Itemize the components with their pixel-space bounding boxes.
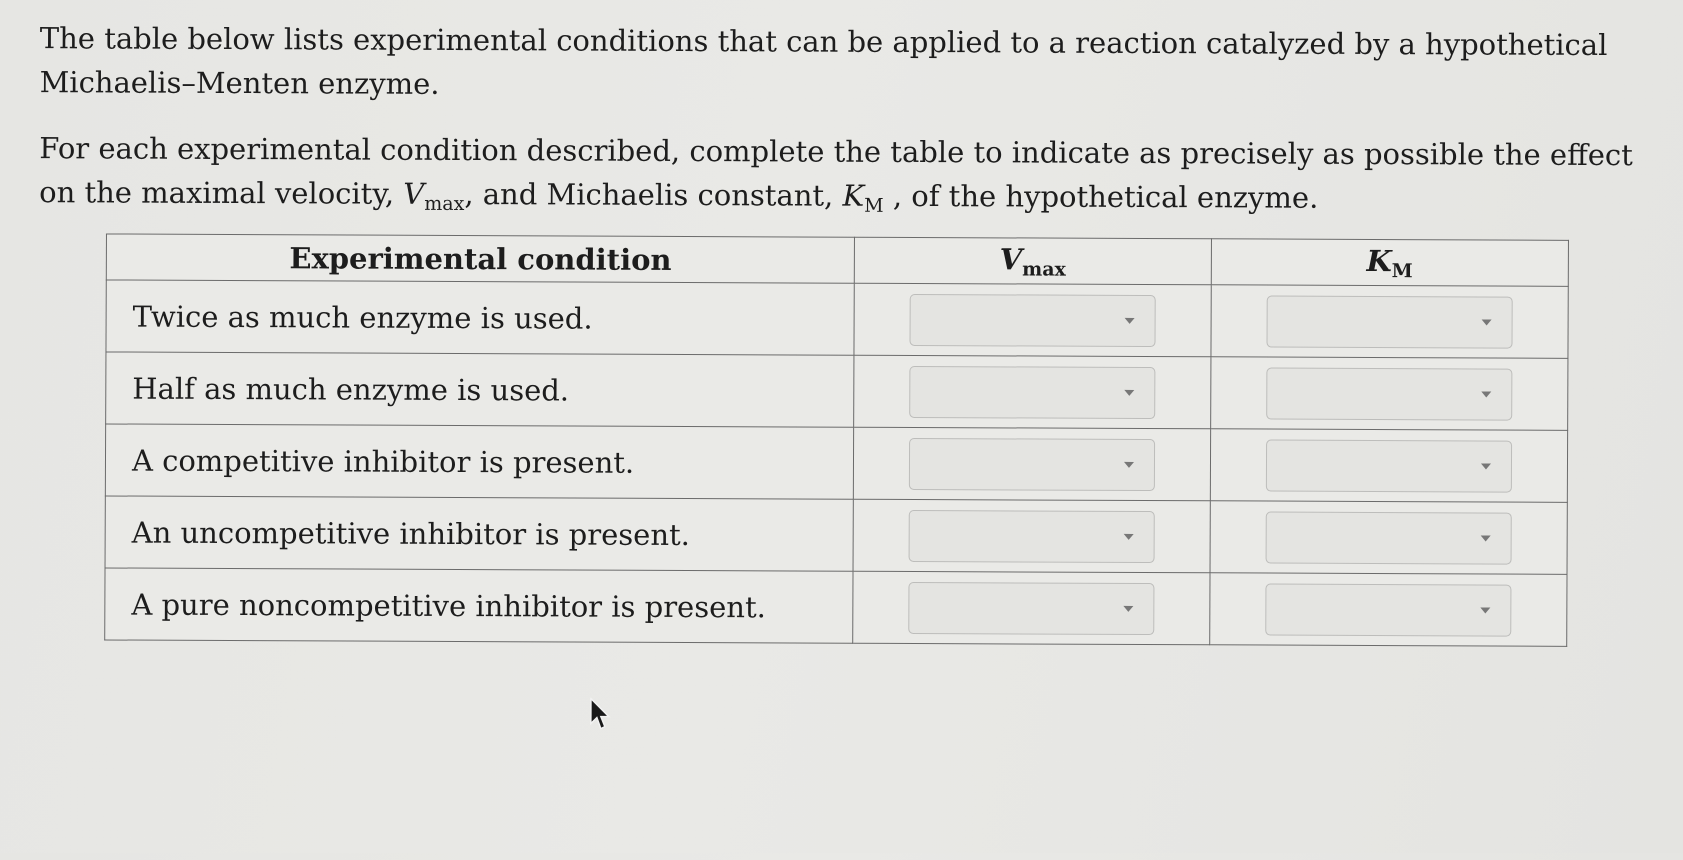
table-header-row <box>106 234 1568 286</box>
vmax-dropdown[interactable] <box>909 437 1155 490</box>
table-row <box>106 352 1568 430</box>
chevron-down-icon <box>1481 319 1491 325</box>
vmax-dropdown[interactable] <box>909 293 1155 346</box>
header-vmax <box>854 237 1211 285</box>
km-cell <box>1210 357 1568 431</box>
header-vmax-letter: V <box>999 241 1023 276</box>
vmax-cell <box>853 499 1210 573</box>
intro-text: The table below lists experimental conditions that can be applied to a reaction catalyzed by a hypothetical Michaelis–Menten enzyme. <box>39 21 1608 101</box>
vmax-dropdown[interactable] <box>909 365 1155 418</box>
chevron-down-icon <box>1481 391 1491 397</box>
km-cell <box>1209 573 1567 647</box>
km-dropdown[interactable] <box>1265 511 1511 564</box>
chevron-down-icon <box>1124 461 1134 467</box>
chevron-down-icon <box>1481 463 1491 469</box>
vmax-cell <box>854 427 1211 501</box>
km-symbol <box>842 178 884 217</box>
instruction-paragraph <box>39 126 1639 231</box>
vmax-cell <box>854 355 1211 429</box>
header-vmax-subscript: max <box>1022 257 1066 281</box>
table-row <box>105 496 1567 574</box>
km-dropdown[interactable] <box>1266 295 1512 348</box>
km-dropdown[interactable] <box>1266 439 1512 492</box>
condition-cell: A competitive inhibitor is present. <box>105 424 854 499</box>
instruction-text-3: , of the hypothetical enzyme. <box>883 178 1319 215</box>
header-km <box>1211 239 1569 287</box>
km-dropdown[interactable] <box>1266 367 1512 420</box>
vmax-dropdown[interactable] <box>908 509 1154 562</box>
chevron-down-icon <box>1124 389 1134 395</box>
km-dropdown[interactable] <box>1265 583 1511 636</box>
km-subscript: M <box>864 194 884 217</box>
conditions-table <box>104 233 1569 646</box>
vmax-subscript: max <box>424 192 465 216</box>
header-km-subscript: M <box>1391 259 1413 282</box>
vmax-cell <box>853 571 1210 645</box>
chevron-down-icon <box>1480 535 1490 541</box>
vmax-dropdown[interactable] <box>908 581 1154 634</box>
table-row <box>106 280 1568 358</box>
chevron-down-icon <box>1124 533 1134 539</box>
condition-cell: A pure noncompetitive inhibitor is present. <box>105 568 854 643</box>
instruction-text-2: , and Michaelis constant, <box>464 177 843 213</box>
table-row <box>105 424 1567 502</box>
km-cell <box>1210 501 1568 575</box>
vmax-cell <box>854 283 1211 357</box>
km-cell <box>1210 429 1568 503</box>
chevron-down-icon <box>1125 317 1135 323</box>
vmax-symbol <box>403 176 465 216</box>
mouse-pointer-icon <box>590 698 612 732</box>
condition-cell: An uncompetitive inhibitor is present. <box>105 496 854 571</box>
km-cell <box>1211 285 1569 359</box>
chevron-down-icon <box>1480 607 1490 613</box>
table-row <box>105 568 1567 646</box>
vmax-letter: V <box>403 176 425 211</box>
intro-paragraph <box>40 16 1640 111</box>
header-condition: Experimental condition <box>106 234 854 283</box>
km-letter: K <box>842 178 865 213</box>
instruction-text-1: For each experimental condition described, complete the table to indicate as precisely as possible the effect on the maximal velocity, <box>39 131 1633 211</box>
chevron-down-icon <box>1123 605 1133 611</box>
header-km-letter: K <box>1366 243 1392 278</box>
condition-cell: Half as much enzyme is used. <box>106 352 855 427</box>
condition-cell: Twice as much enzyme is used. <box>106 280 855 355</box>
